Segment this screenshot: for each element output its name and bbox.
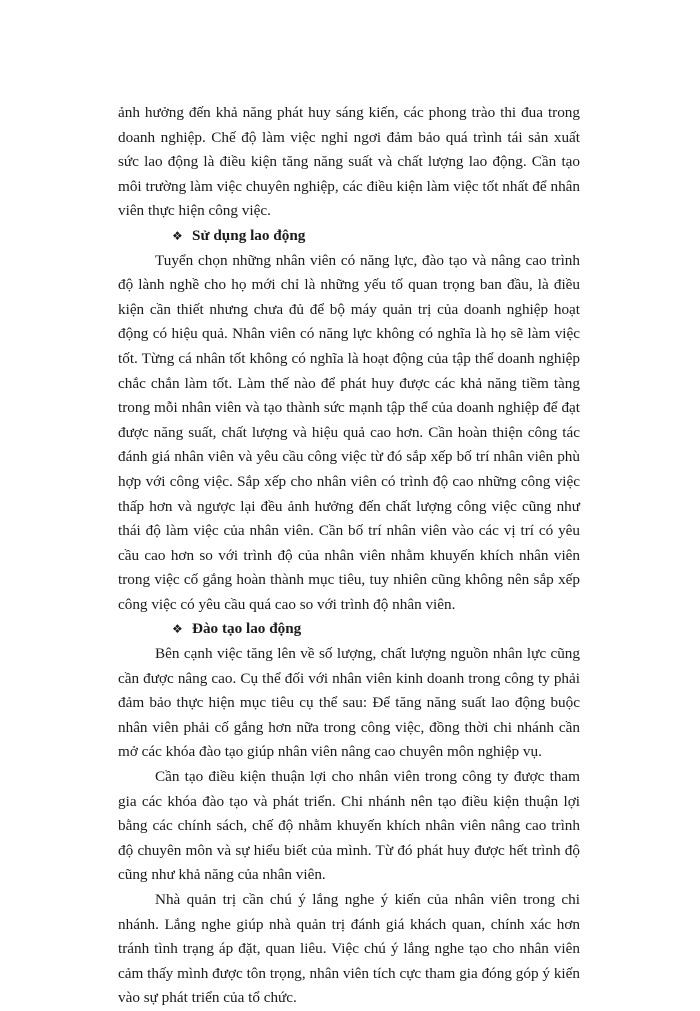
paragraph-quality-improvement: Bên cạnh việc tăng lên về số lượng, chất lượng nguồn nhân lực cũng cần được nâng cao. Cụ thể đối với nhân viên kinh doanh trong công ty phải đảm bảo thực hiện mục tiêu cụ thể sau: Để tăng năng suất lao động buộc nhân viên phải cố gắng hơn nữa trong công việc, đồng thời chi nhánh cần mở các khóa đào tạo giúp nhân viên nâng cao chuyên môn nghiệp vụ.: [118, 645, 580, 761]
section-heading-labor-use: [118, 224, 580, 249]
section-heading-labor-training: [118, 617, 580, 642]
diamond-bullet-icon: ❖: [172, 622, 183, 637]
paragraph-working-conditions: ảnh hưởng đến khả năng phát huy sáng kiến, các phong trào thi đua trong doanh nghiệp. Chế độ làm việc nghỉ ngơi đảm bảo quá trình tái sản xuất sức lao động là điều kiện tăng năng suất và chất lượng lao động. Cần tạo môi trường làm việc chuyên nghiệp, các điều kiện làm việc tốt nhất để nhân viên thực hiện công việc.: [118, 104, 580, 220]
diamond-bullet-icon: ❖: [172, 228, 183, 243]
body-text: [118, 101, 580, 1011]
paragraph-labor-use: Tuyển chọn những nhân viên có năng lực, đào tạo và nâng cao trình độ lành nghề cho họ mới chỉ là những yếu tố quan trọng ban đầu, là điều kiện cần thiết nhưng chưa đủ để bộ máy quản trị của doanh nghiệp hoạt động có hiệu quả. Nhân viên có năng lực không có nghĩa là họ sẽ làm việc tốt. Từng cá nhân tốt không có nghĩa là hoạt động của tập thể doanh nghiệp chắc chắn làm tốt. Làm thế nào để phát huy được các khả năng tiềm tàng trong mỗi nhân viên và tạo thành sức mạnh tập thể của doanh nghiệp để đạt được năng suất, chất lượng và hiệu quả cao hơn. Cần hoàn thiện công tác đánh giá nhân viên và yêu cầu công việc từ đó sắp xếp bố trí nhân viên phù hợp với công việc. Sắp xếp cho nhân viên có trình độ cao những công việc thấp hơn và ngược lại đều ảnh hưởng đến chất lượng công việc cũng như thái độ làm việc của nhân viên. Cần bố trí nhân viên vào các vị trí có yêu cầu cao hơn so với trình độ của nhân viên nhằm khuyến khích nhân viên trong việc cố gắng hoàn thành mục tiêu, tuy nhiên cũng không nên sắp xếp công việc có yêu cầu quá cao so với trình độ nhân viên.: [118, 251, 580, 613]
section-heading-label: Đào tạo lao động: [192, 620, 302, 638]
paragraph-listening: Nhà quản trị cần chú ý lắng nghe ý kiến của nhân viên trong chi nhánh. Lắng nghe giúp nhà quản trị đánh giá khách quan, chính xác hơn tránh tình trạng áp đặt, quan liêu. Việc chú ý lắng nghe tạo cho nhân viên cảm thấy mình được tôn trọng, nhân viên tích cực tham gia đóng góp ý kiến vào sự phát triển của tổ chức.: [118, 891, 580, 1007]
section-heading-label: Sử dụng lao động: [192, 226, 306, 244]
paragraph-training-conditions: Cần tạo điều kiện thuận lợi cho nhân viên trong công ty được tham gia các khóa đào tạo và phát triển. Chi nhánh nên tạo điều kiện thuận lợi bằng các chính sách, chế độ nhằm khuyến khích nhân viên nâng cao trình độ chuyên môn và sự hiểu biết của mình. Từ đó phát huy được hết trình độ cũng như khả năng của nhân viên.: [118, 768, 580, 884]
